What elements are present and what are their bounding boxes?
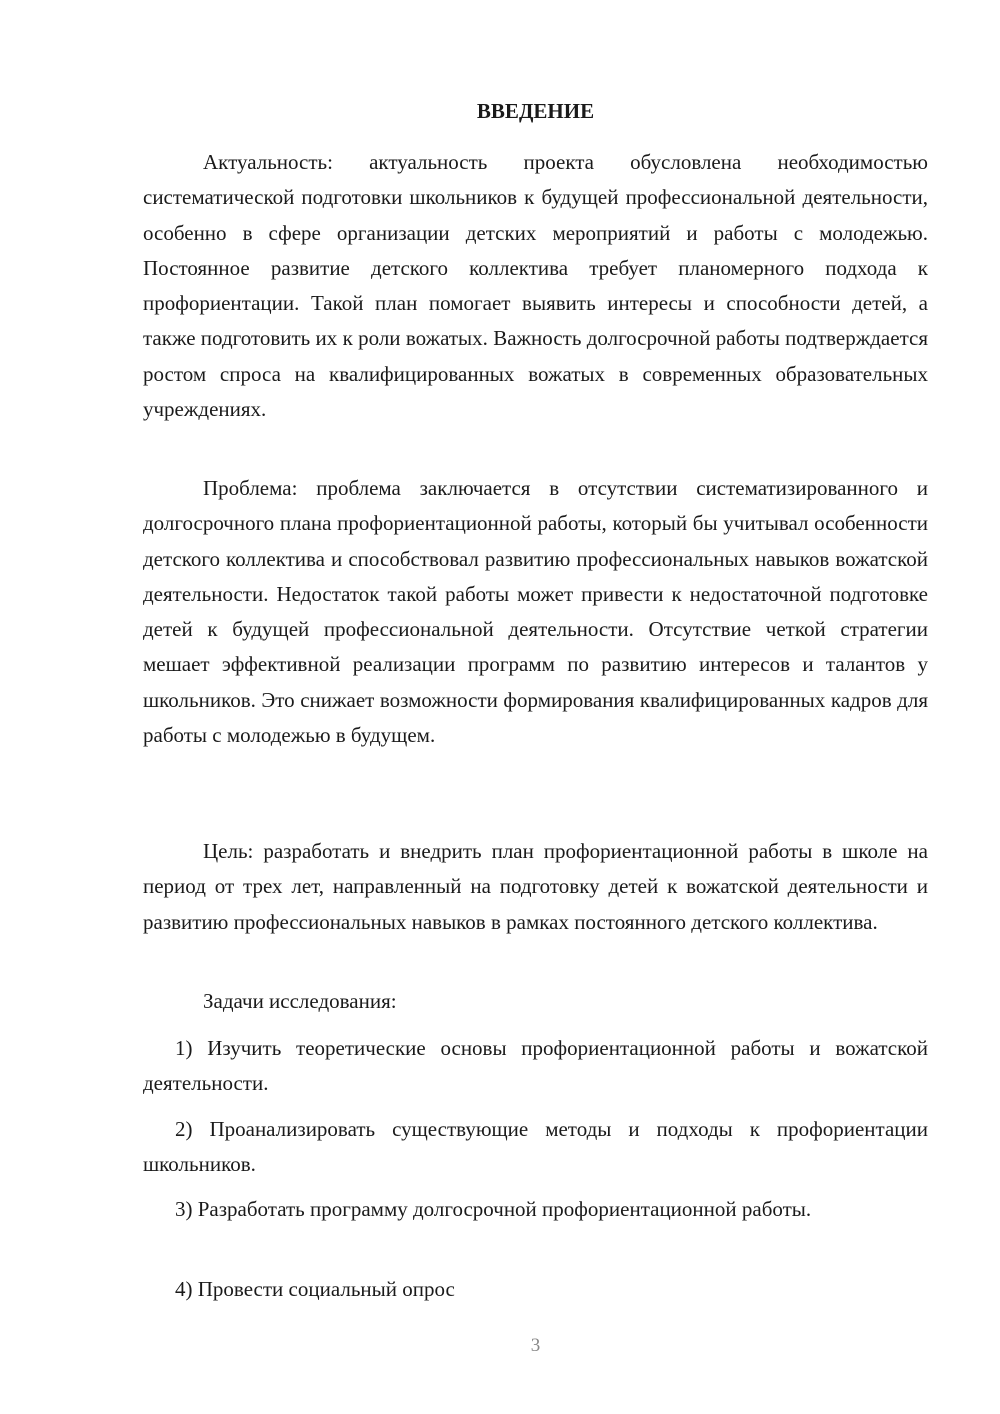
section-title: ВВЕДЕНИЕ: [476, 99, 595, 123]
task-item-1: 1) Изучить теоретические основы профориентационной работы и вожатской деятельности.: [143, 1036, 928, 1096]
document-page: [143, 0, 928, 1414]
task-item-2: 2) Проанализировать существующие методы и подходы к профориентации школьников.: [143, 1117, 928, 1177]
task-item-4: 4) Провести социальный опрос: [175, 1277, 455, 1301]
task-item-3: 3) Разработать программу долгосрочной профориентационной работы.: [175, 1197, 812, 1221]
paragraph-problem: Проблема: проблема заключается в отсутствии систематизированного и долгосрочного плана профориентационной работы, который бы учитывал особенности детского коллектива и способствовал развитию профессиональных навыков вожатской деятельности. Недостаток такой работы может привести к недостаточной подготовке детей к будущей профессиональной деятельности. Отсутствие четкой стратегии мешает эффективной реализации программ по развитию интересов и талантов у школьников. Это снижает возможности формирования квалифицированных кадров для работы с молодежью в будущем.: [143, 476, 928, 748]
paragraph-goal: Цель: разработать и внедрить план профориентационной работы в школе на период от трех лет, направленный на подготовку детей к вожатской деятельности и развитию профессиональных навыков в рамках постоянного детского коллектива.: [143, 839, 928, 934]
page-number: 3: [530, 1335, 541, 1356]
paragraph-relevance: Актуальность: актуальность проекта обусловлена необходимостью систематической подготовки школьников к будущей профессиональной деятельности, особенно в сфере организации детских мероприятий и работы с молодежью. Постоянное развитие детского коллектива требует планомерного подхода к профориентации. Такой план помогает выявить интересы и способности детей, а также подготовить их к роли вожатых. Важность долгосрочной работы подтверждается ростом спроса на квалифицированных вожатых в современных образовательных учреждениях.: [143, 150, 928, 422]
tasks-heading: Задачи исследования:: [203, 989, 397, 1013]
